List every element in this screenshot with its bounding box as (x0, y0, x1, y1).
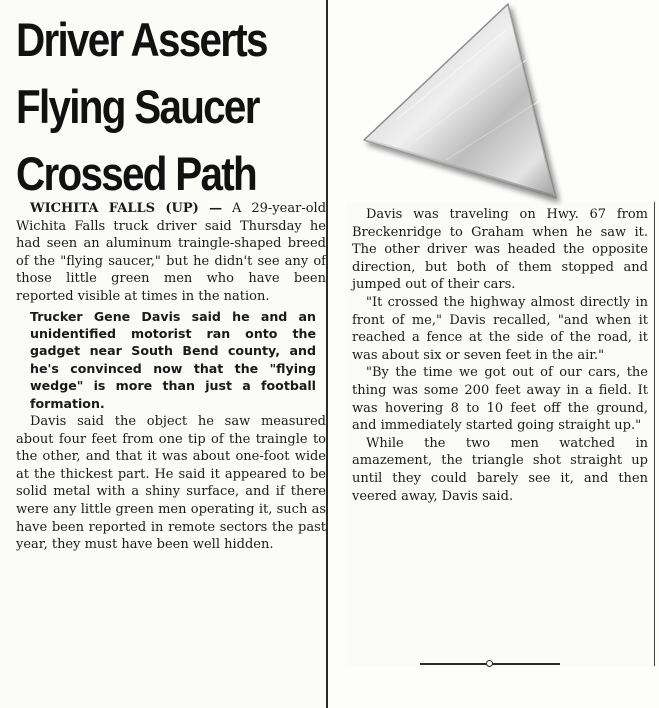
headline (16, 6, 281, 207)
lead-text: A 29-year-old Wichita Falls truck driver said Thursday he had seen an aluminum traingle-shaped breed of the "flying saucer," but he didn't see any of those little green men who have been reported visible at times in the nation. (16, 201, 327, 304)
headline-line-2: Flying Saucer (16, 80, 259, 133)
story-right-column (352, 206, 648, 505)
end-rule-ornament (486, 660, 493, 667)
end-of-story-rule (420, 660, 560, 668)
lead-paragraph (16, 200, 326, 306)
right-paragraph-2: "It crossed the highway almost directly in front of me," Davis recalled, "and when it reached a fence at the side of the road, it was about six or seven feet in the air." (352, 294, 648, 363)
left-paragraph-3: Davis said the object he saw measured about four feet from one tip of the traingle to the other, and that it was about one-foot wide at the thickest part. He said it appeared to be solid metal with a shiny surface, and if there were any little green men operating it, such as have been reported in remote sectors the past year, they must have been well hidden. (16, 414, 326, 553)
dateline: WICHITA FALLS (UP) — (30, 201, 223, 216)
column-divider (326, 0, 328, 708)
triangle-shape (364, 4, 556, 198)
right-paragraph-1: Davis was traveling on Hwy. 67 from Breckenridge to Graham when he saw it. The other driver was headed the opposite direction, but both of them stopped and jumped out of their cars. (352, 207, 648, 293)
bold-paragraph: Trucker Gene Davis said he and an unidentified motorist ran onto the gadget near South Bend county, and he's convinced now that the "flying wedge" is more than just a football formation. (30, 308, 316, 411)
story-left-column (16, 200, 326, 554)
metallic-triangle-illustration (356, 0, 566, 206)
right-paragraph-3: "By the time we got out of our cars, the thing was some 200 feet away in a field. It was hovering 8 to 10 feet off the ground, and immediately started going straight up." (352, 365, 648, 434)
headline-line-3: Crossed Path (16, 147, 256, 200)
right-column-border (654, 202, 655, 666)
right-paragraph-4: While the two men watched in amazement, the triangle shot straight up until they could barely see it, and then veered away, Davis said. (352, 435, 648, 504)
headline-line-1: Driver Asserts (16, 13, 267, 66)
